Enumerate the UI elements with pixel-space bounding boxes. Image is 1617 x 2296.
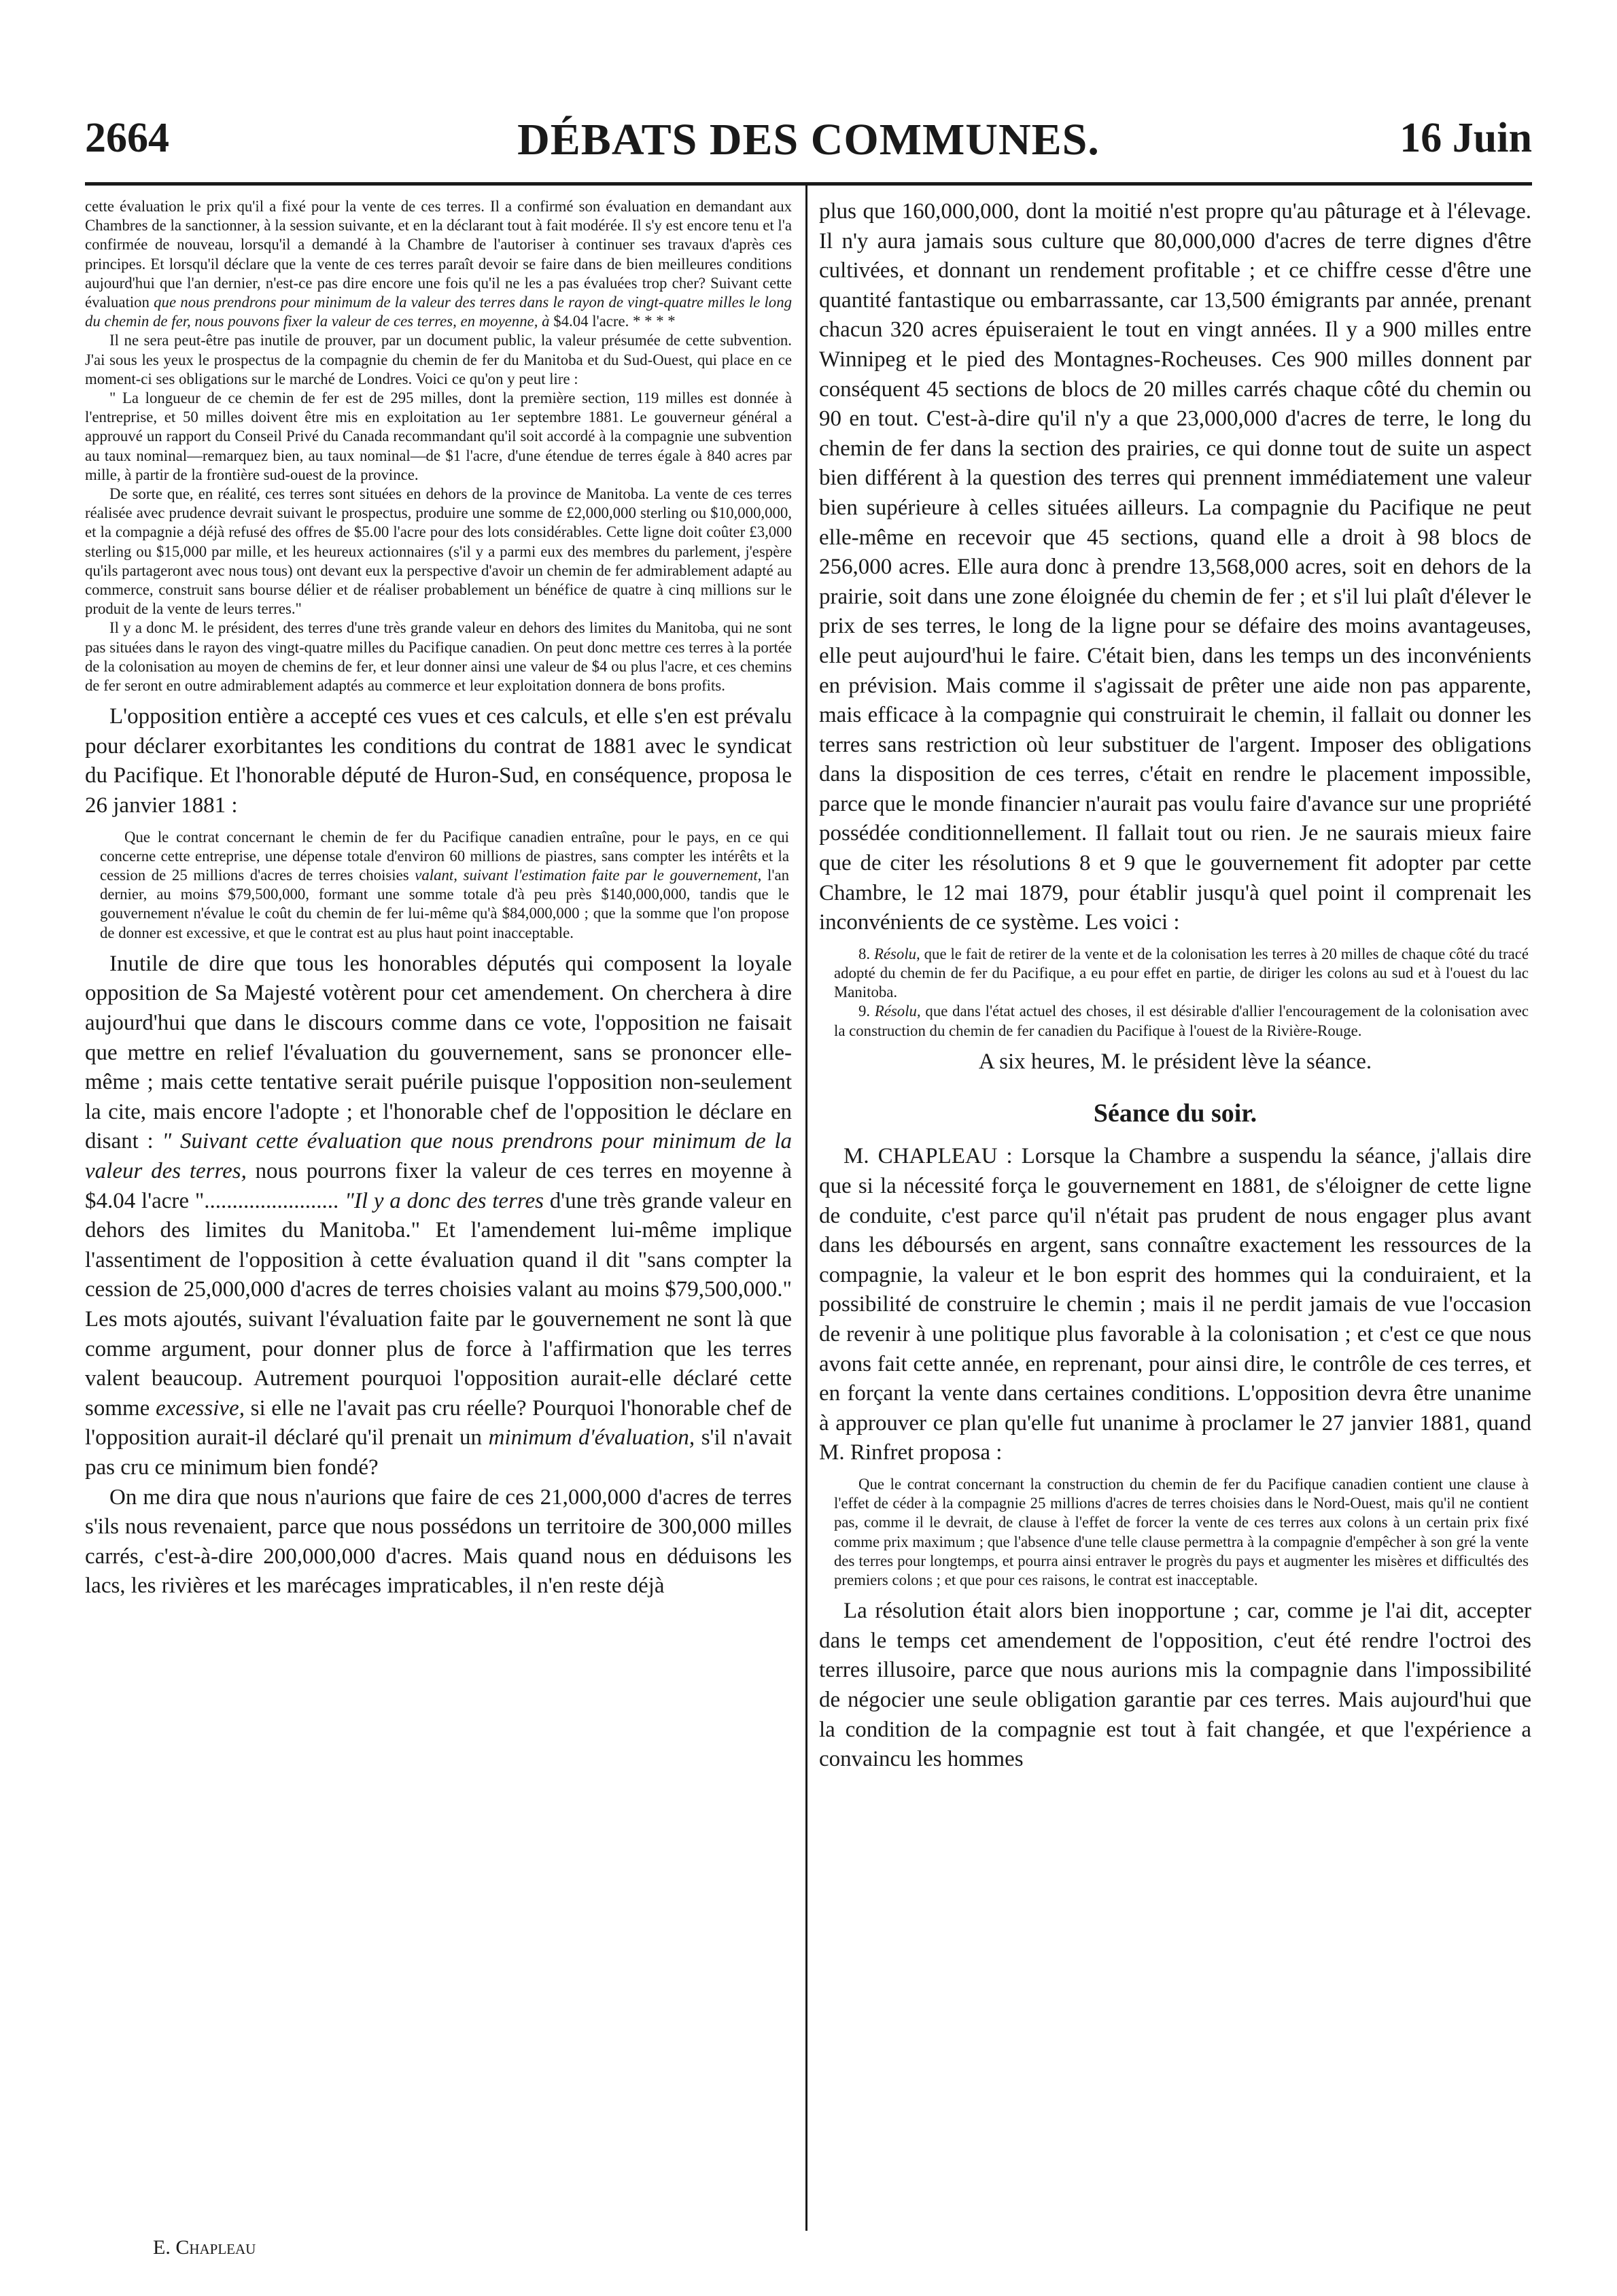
header-rule — [85, 182, 1532, 186]
paragraph: Inutile de dire que tous les honorables députés qui composent la loyale opposition de Sa Majesté votèrent pour cet amendement. On cherchera à dire aujourd'hui que dans le discours comme dans ce vote, l'opposition ne faisait que mettre en relief l'évaluation du gouvernement, sans se prononcer elle-même ; mais cette tentative serait puérile puisque l'opposition non-seulement la cite, mais encore l'adopte ; et l'honorable chef de l'opposition le déclare en disant : " Suivant cette évaluation que nous prendrons pour minimum de la valeur des terres, nous pourrons fixer la valeur de ces terres en moyenne à $4.04 l'acre "........................ "Il y a donc des terres d'une très grande valeur en dehors des limites du Manitoba." Et l'amendement lui-même implique l'assentiment de l'opposition à cette évaluation quand il dit "sans compter la cession de 25,000,000 d'acres de terres choisies valant au moins $79,500,000." Les mots ajoutés, suivant l'évaluation faite par le gouvernement ne sont là que comme argument, pour donner plus de force à l'affirmation que les terres valent beaucoup. Autrement pourquoi l'opposition aurait-elle déclaré cette somme excessive, si elle ne l'avait pas cru réelle? Pourquoi l'honorable chef de l'opposition aurait-il déclaré qu'il prenait un minimum d'évaluation, s'il n'avait pas cru ce minimum bien fondé? — [85, 951, 792, 1480]
speaker-name: M. CHAPLEAU : — [844, 1144, 1013, 1169]
paragraph: cette évaluation le prix qu'il a fixé pour la vente de ces terres. Il a confirmé son évaluation en demandant aux Chambres de la sanctionner, à la session suivante, et en la déclarant tout à fait modérée. Il s'y est encore tenu et l'a confirmée de nouveau, lorsqu'il a demandé à la Chambre de l'autoriser à continuer ses travaux d'après ces principes. Et lorsqu'il déclare que la vente de ces terres paraît devoir se faire dans de bien meilleures conditions aujourd'hui que l'an dernier, n'est-ce pas dire encore une fois qu'il ne les a pas évaluées trop cher? Suivant cette évaluation que nous prendrons pour minimum de la valeur des terres dans le rayon de vingt-quatre milles le long du chemin de fer, nous pouvons fixer la valeur de ces terres, en moyenne, à $4.04 l'acre. * * * * — [85, 198, 792, 330]
page-date: 16 Juin — [1399, 115, 1532, 161]
resolution-9: 9. Résolu, que dans l'état actuel des choses, il est désirable d'allier l'encouragement de la colonisation avec la construction du chemin de fer canadien du Pacifique à l'ouest de la Rivière-Rouge. — [834, 1003, 1529, 1039]
page-header — [85, 114, 1532, 175]
quote-paragraph: De sorte que, en réalité, ces terres sont situées en dehors de la province de Manitoba. La vente de ces terres réalisée avec prudence devrait suivant le prospectus, produire une somme de £2,000,000 sterling ou $10,000,000, et la compagnie a déjà refusé des offres de $5.00 l'acre pour des lots considérables. Cette ligne doit coûter £3,000 sterling ou $15,000 par mille, et les heureux actionnaires (s'il y a parmi eux des membres du parlement, j'espère qu'ils partageront avec nous tous) ont devant eux la perspective d'avoir un chemin de fer admirablement adapté au commerce, construit sans bourse délier et de réaliser probablement un bénéfice de quatre à cinq millions sur le produit de la vente de leurs terres." — [85, 485, 792, 618]
quote-paragraph: " La longueur de ce chemin de fer est de 295 milles, dont la première section, 119 milles est donnée à l'entreprise, et 50 milles doivent être mis en exploitation au 1er septembre 1881. Le gouverneur général a approuvé un rapport du Conseil Privé du Canada recommandant qu'il soit accordé à la compagnie une subvention au taux nominal—remarquez bien, au taux nominal—de $1 l'acre, d'une étendue de terres égale à 840 acres par mille, à partir de la frontière sud-ouest de la province. — [85, 389, 792, 483]
resolution-8: 8. Résolu, que le fait de retirer de la vente et de la colonisation les terres à 20 milles de chaque côté du tracé adopté du chemin de fer du Pacifique, a eu pour effet en partie, de diriger les colons au sud et à l'ouest du lac Manitoba. — [834, 945, 1529, 1001]
paragraph: plus que 160,000,000, dont la moitié n'est propre qu'au pâturage et à l'élevage. Il n'y aura jamais sous culture que 80,000,000 d'acres de terre dignes d'être cultivées, et donnant un rendement profitable ; et ce chiffre cesse d'être une quantité fantastique ou embarrassante, car 13,500 émigrants par année, prenant chacun 320 acres épuiseraient le tout en vingt années. Il y a 900 milles entre Winnipeg et le pied des Montagnes-Rocheuses. Ces 900 milles donnent par conséquent 45 sections de blocs de 20 milles carrés chaque côté du chemin ou 90 en tout. C'est-à-dire qu'il n'y a que 23,000,000 d'acres de terre, le long du chemin de fer dans la section des prairies, ce qui donne tout de suite un aspect bien différent à la question des terres qui prennent immédiatement une valeur bien supérieure à celles situées ailleurs. La compagnie du Pacifique ne peut elle-même en recevoir que 45 sections, quand elle a droit à 98 blocs de 256,000 acres. Elle aura donc à prendre 13,568,000 acres, soit en dehors de la prairie, soit dans une zone éloignée du chemin de fer ; et s'il lui plaît d'élever le prix de ses terres, le long de la ligne pour se défaire des moins avantageuses, elle peut aujourd'hui le faire. C'était bien, dans les temps un des inconvénients en prévision. Mais comme il s'agissait de prêter une aide non pas apparente, mais efficace à la compagnie qui construirait le chemin, il fallait ou donner les terres sans restriction où leur substituer de l'argent. Imposer des obligations dans la disposition de ces terres, c'était en rendre le placement impossible, parce que le monde financier n'aurait pas voulu faire d'avance sur une propriété possédée conditionnellement. Il fallait tout ou rien. Je ne saurais mieux faire que de citer les résolutions 8 et 9 que le gouvernement fit adopter par cette Chambre, le 12 mai 1879, pour établir jusqu'à quel point il comprenait les inconvénients de ce système. Les voici : — [819, 199, 1531, 935]
right-column — [819, 197, 1531, 2229]
amendment-quote: Que le contrat concernant le chemin de fer du Pacifique canadien entraîne, pour le pays, en ce qui concerne cette entreprise, une dépense totale d'environ 60 millions de piastres, sans compter les intérêts et la cession de 25 millions d'acres de terres choisies valant, suivant l'estimation faite par le gouvernement, l'an dernier, au moins $79,500,000, formant une somme totale d'à peu près $140,000,000, tandis que le gouvernement n'évalue le coût du chemin de fer lui-même qu'à $84,000,000 ; que la somme que l'on propose de donner est excessive, et que le contrat est au plus haut point inacceptable. — [100, 828, 789, 941]
amendment-quote: Que le contrat concernant la construction du chemin de fer du Pacifique canadien contient une clause à l'effet de céder à la compagnie 25 millions d'acres de terres choisies dans le Nord-Ouest, mais qu'il ne contient pas, comme il le devrait, de clause à l'effet de forcer la vente de ces terres aux colons à un certain prix fixé comme prix maximum ; que l'absence d'une telle clause permettra à la compagnie d'empêcher à son gré la vente des terres pour longtemps, et pourra ainsi entraver le progrès du pays et augmenter les misères et difficultés des premiers colons ; et que pour ces raisons, le contrat est inacceptable. — [834, 1475, 1529, 1588]
page-number: 2664 — [85, 115, 169, 161]
column-divider — [805, 185, 807, 2231]
paragraph: La résolution était alors bien inopportune ; car, comme je l'ai dit, accepter dans le temps cet amendement de l'opposition, c'eut été rendre l'octroi des terres illusoire, parce que nous aurions mis la compagnie dans l'impossibilité de négocier une seule obligation garantie par ces terres. Mais aujourd'hui que la condition de la compagnie est tout à fait changée, et que l'expérience a convaincu les hommes — [819, 1599, 1531, 1772]
paragraph: L'opposition entière a accepté ces vues et ces calculs, et elle s'en est prévalu pour déclarer exorbitantes les conditions du contrat de 1881 avec le syndicat du Pacifique. Et l'honorable député de Huron-Sud, en conséquence, proposa le 26 janvier 1881 : — [85, 704, 792, 818]
paragraph: M. CHAPLEAU : Lorsque la Chambre a suspendu la séance, j'allais dire que si la nécessité força le gouvernement en 1881, de s'éloigner de cette ligne de conduite, c'est parce qu'il n'était pas prudent de nous engager plus avant dans les déboursés en argent, sans connaître exactement les ressources de la compagnie, la valeur et le bon esprit des hommes qui la conduiraient, et la possibilité de construire le chemin ; mais il ne perdit jamais de vue l'occasion de revenir à une politique plus favorable à la colonisation ; et c'est ce que nous avons fait cette année, en reprenant, pour ainsi dire, le contrôle de ces terres, et en forçant la vente dans certaines conditions. L'opposition devra être unanime à approuver ce plan qu'elle fut unanime à proclamer le 27 janvier 1881, quand M. Rinfret proposa : — [819, 1144, 1531, 1465]
section-heading: Séance du soir. — [1093, 1099, 1257, 1128]
footer-signature: E. Chapleau — [153, 2236, 256, 2259]
page-title: DÉBATS DES COMMUNES. — [517, 115, 1100, 164]
paragraph: Il ne sera peut-être pas inutile de prouver, par un document public, la valeur présumée de cette subvention. J'ai sous les yeux le prospectus de la compagnie du chemin de fer du Manitoba et du Sud-Ouest, qui place en ce moment-ci ses obligations sur le marché de Londres. Voici ce qu'on y peut lire : — [85, 332, 792, 387]
paragraph: Il y a donc M. le président, des terres d'une très grande valeur en dehors des limites du Manitoba, qui ne sont pas situées dans le rayon des vingt-quatre milles du Pacifique canadien. On peut donc mettre ces terres à la portée de la colonisation au moyen de chemins de fer, et leur donner ainsi une valeur de $4 ou plus l'acre, et ces chemins de fer seront en outre admirablement adaptés au commerce et leur exploitation donnera de bons profits. — [85, 619, 792, 695]
paragraph: On me dira que nous n'aurions que faire de ces 21,000,000 d'acres de terres s'ils nous revenaient, parce que nous possédons un territoire de 300,000 milles carrés, c'est-à-dire 200,000,000 d'acres. Mais quand nous en déduisons les lacs, les rivières et les marécages impraticables, il n'en reste déjà — [85, 1484, 792, 1599]
adjournment-note: A six heures, M. le président lève la séance. — [978, 1049, 1372, 1074]
left-column — [85, 197, 792, 2229]
